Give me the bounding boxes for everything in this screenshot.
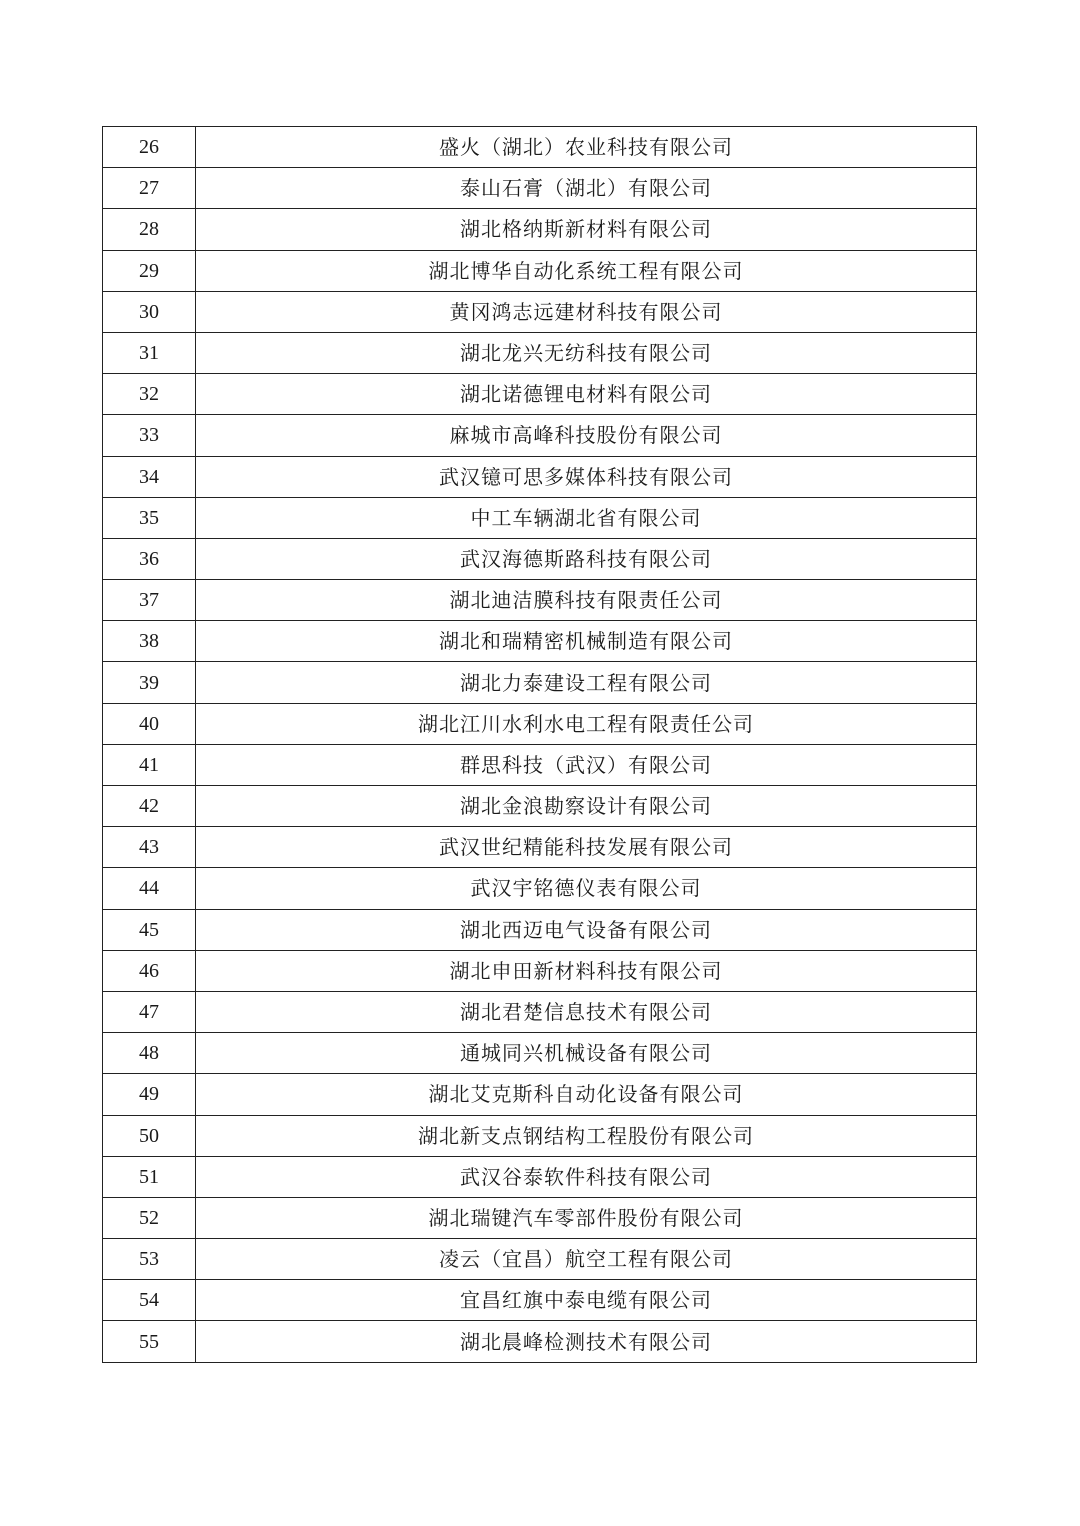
row-index-cell: 53 <box>103 1239 196 1280</box>
company-name-cell: 盛火（湖北）农业科技有限公司 <box>196 127 977 168</box>
table-row <box>103 1280 977 1321</box>
table-row <box>103 415 977 456</box>
row-index-cell: 48 <box>103 1033 196 1074</box>
company-name-cell: 湖北诺德锂电材料有限公司 <box>196 374 977 415</box>
row-index-cell: 30 <box>103 291 196 332</box>
company-name-cell: 黄冈鸿志远建材科技有限公司 <box>196 291 977 332</box>
row-index-cell: 27 <box>103 168 196 209</box>
row-index-cell: 28 <box>103 209 196 250</box>
table-row <box>103 250 977 291</box>
company-name-cell: 通城同兴机械设备有限公司 <box>196 1033 977 1074</box>
company-name-cell: 湖北迪洁膜科技有限责任公司 <box>196 580 977 621</box>
row-index-cell: 33 <box>103 415 196 456</box>
table-row <box>103 1074 977 1115</box>
company-name-cell: 群思科技（武汉）有限公司 <box>196 744 977 785</box>
row-index-cell: 50 <box>103 1115 196 1156</box>
table-row <box>103 127 977 168</box>
table-row <box>103 1156 977 1197</box>
table-row <box>103 456 977 497</box>
company-name-cell: 湖北和瑞精密机械制造有限公司 <box>196 621 977 662</box>
table-row <box>103 332 977 373</box>
company-name-cell: 湖北格纳斯新材料有限公司 <box>196 209 977 250</box>
row-index-cell: 49 <box>103 1074 196 1115</box>
row-index-cell: 54 <box>103 1280 196 1321</box>
table-row <box>103 1321 977 1362</box>
row-index-cell: 38 <box>103 621 196 662</box>
company-name-cell: 湖北西迈电气设备有限公司 <box>196 909 977 950</box>
table-row <box>103 168 977 209</box>
company-name-cell: 凌云（宜昌）航空工程有限公司 <box>196 1239 977 1280</box>
row-index-cell: 34 <box>103 456 196 497</box>
table-row <box>103 703 977 744</box>
company-name-cell: 泰山石膏（湖北）有限公司 <box>196 168 977 209</box>
row-index-cell: 52 <box>103 1197 196 1238</box>
row-index-cell: 55 <box>103 1321 196 1362</box>
row-index-cell: 26 <box>103 127 196 168</box>
company-name-cell: 麻城市高峰科技股份有限公司 <box>196 415 977 456</box>
company-list-table <box>102 126 977 1363</box>
row-index-cell: 36 <box>103 538 196 579</box>
table-row <box>103 950 977 991</box>
row-index-cell: 32 <box>103 374 196 415</box>
row-index-cell: 31 <box>103 332 196 373</box>
table-row <box>103 1197 977 1238</box>
company-name-cell: 湖北龙兴无纺科技有限公司 <box>196 332 977 373</box>
row-index-cell: 44 <box>103 868 196 909</box>
table-row <box>103 1115 977 1156</box>
table-row <box>103 786 977 827</box>
row-index-cell: 46 <box>103 950 196 991</box>
table-row <box>103 827 977 868</box>
company-name-cell: 湖北新支点钢结构工程股份有限公司 <box>196 1115 977 1156</box>
row-index-cell: 51 <box>103 1156 196 1197</box>
table-row <box>103 291 977 332</box>
row-index-cell: 37 <box>103 580 196 621</box>
table-row <box>103 209 977 250</box>
company-name-cell: 湖北艾克斯科自动化设备有限公司 <box>196 1074 977 1115</box>
company-name-cell: 宜昌红旗中泰电缆有限公司 <box>196 1280 977 1321</box>
row-index-cell: 29 <box>103 250 196 291</box>
row-index-cell: 35 <box>103 497 196 538</box>
table-row <box>103 868 977 909</box>
table-row <box>103 909 977 950</box>
company-name-cell: 湖北力泰建设工程有限公司 <box>196 662 977 703</box>
table-row <box>103 580 977 621</box>
company-name-cell: 中工车辆湖北省有限公司 <box>196 497 977 538</box>
row-index-cell: 41 <box>103 744 196 785</box>
company-name-cell: 湖北申田新材料科技有限公司 <box>196 950 977 991</box>
table-row <box>103 991 977 1032</box>
row-index-cell: 40 <box>103 703 196 744</box>
table-row <box>103 1033 977 1074</box>
table-body <box>103 127 977 1363</box>
table-row <box>103 744 977 785</box>
company-name-cell: 湖北瑞键汽车零部件股份有限公司 <box>196 1197 977 1238</box>
row-index-cell: 43 <box>103 827 196 868</box>
table-row <box>103 497 977 538</box>
company-name-cell: 武汉谷泰软件科技有限公司 <box>196 1156 977 1197</box>
company-name-cell: 湖北金浪勘察设计有限公司 <box>196 786 977 827</box>
table-row <box>103 538 977 579</box>
row-index-cell: 47 <box>103 991 196 1032</box>
table-row <box>103 662 977 703</box>
row-index-cell: 45 <box>103 909 196 950</box>
company-name-cell: 湖北晨峰检测技术有限公司 <box>196 1321 977 1362</box>
table-row <box>103 1239 977 1280</box>
company-name-cell: 湖北博华自动化系统工程有限公司 <box>196 250 977 291</box>
table-row <box>103 621 977 662</box>
row-index-cell: 39 <box>103 662 196 703</box>
company-name-cell: 武汉海德斯路科技有限公司 <box>196 538 977 579</box>
company-name-cell: 湖北君楚信息技术有限公司 <box>196 991 977 1032</box>
table-row <box>103 374 977 415</box>
company-name-cell: 武汉宇铭德仪表有限公司 <box>196 868 977 909</box>
row-index-cell: 42 <box>103 786 196 827</box>
company-name-cell: 武汉镱可思多媒体科技有限公司 <box>196 456 977 497</box>
company-name-cell: 湖北江川水利水电工程有限责任公司 <box>196 703 977 744</box>
company-name-cell: 武汉世纪精能科技发展有限公司 <box>196 827 977 868</box>
